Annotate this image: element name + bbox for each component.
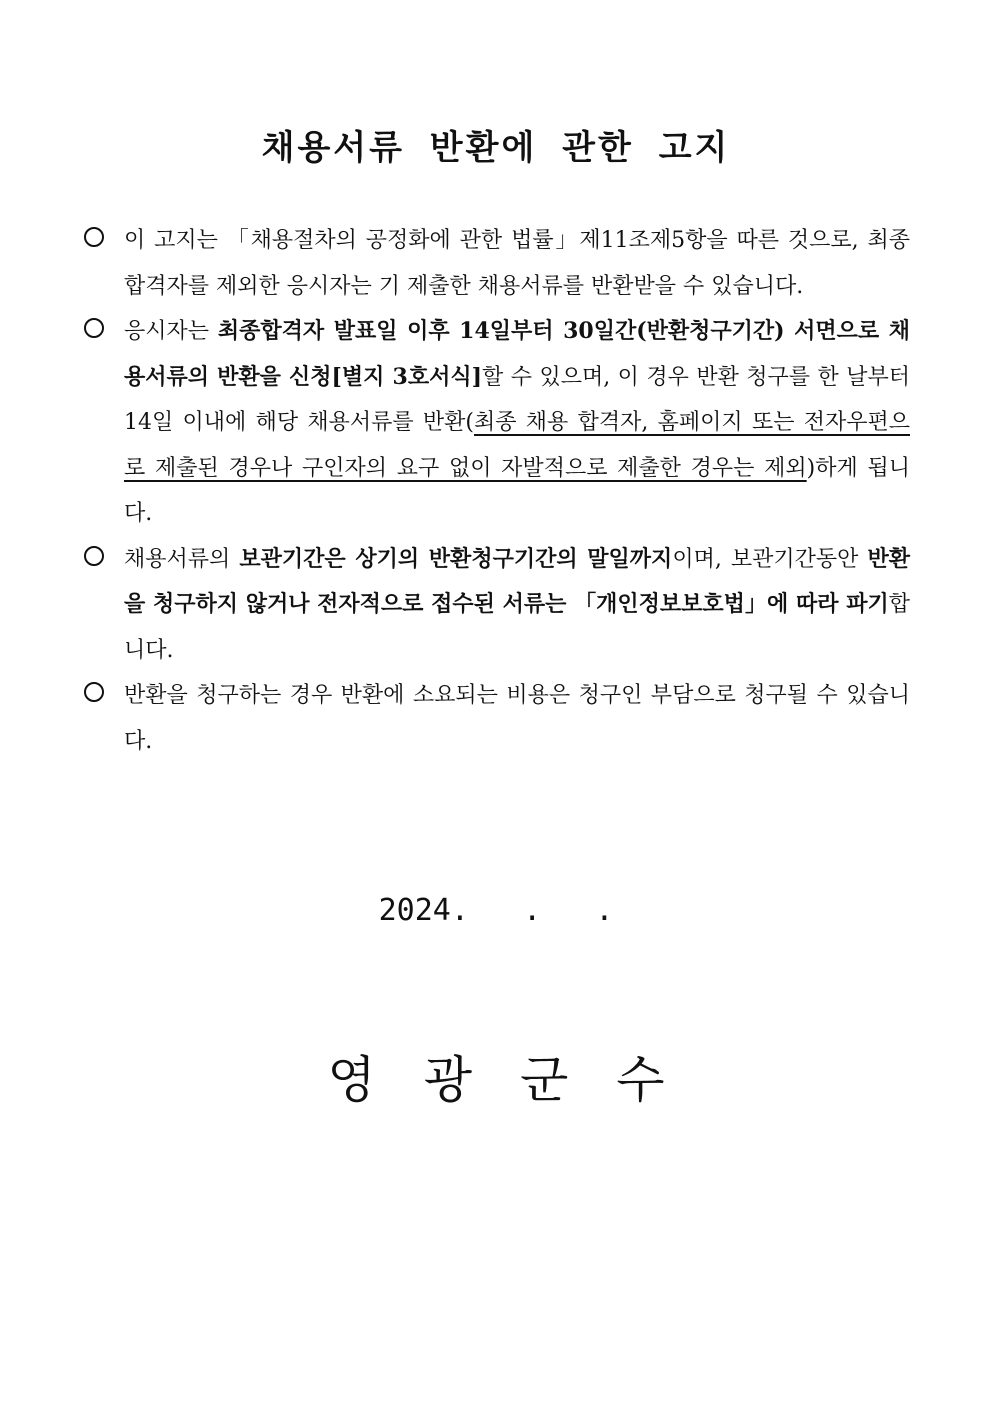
page-title: 채용서류 반환에 관한 고지: [261, 128, 731, 168]
notice-text: 응시자는: [124, 319, 218, 344]
notice-text: 할 수 있으며, 이 경우 반환 청구를 한 날부터 14일 이내에 해당 채용서류를 반환(: [124, 364, 910, 435]
issuer-name: 영광군수: [327, 1051, 713, 1109]
date-line: 2024. . .: [378, 893, 614, 928]
notice-text: )하게 됩니다.: [124, 455, 910, 526]
notice-text-bold: 보관기간은 상기의 반환청구기간의 말일까지: [239, 545, 673, 572]
notice-item: [84, 537, 910, 674]
notice-text: 채용서류의: [124, 546, 240, 572]
notice-text: 합니다.: [124, 592, 910, 663]
notice-text: 이 고지는 「채용절차의 공정화에 관한 법률」제11조제5항을 따른 것으로, 최종합격자를 제외한 응시자는 기 제출한 채용서류를 반환받을 수 있습니다.: [124, 228, 910, 299]
notice-item: [84, 309, 910, 537]
notice-text-underlined: 최종 채용 합격자, 홈페이지 또는 전자우편으로 제출된 경우나 구인자의 요구 없이 자발적으로 제출한 경우는 제외: [124, 410, 910, 481]
circle-bullet-icon: [84, 546, 104, 566]
notice-item: [84, 218, 910, 309]
notice-list: [84, 218, 910, 764]
circle-bullet-icon: [84, 318, 104, 338]
circle-bullet-icon: [84, 227, 104, 247]
notice-text-bold: 최종합격자 발표일 이후 14일부터 30일간(반환청구기간) 서면으로 채용서류의 반환을 신청[별지 3호서식]: [124, 318, 910, 390]
notice-item: [84, 673, 910, 764]
notice-text-bold: 반환을 청구하지 않거나 전자적으로 접수된 서류는 「개인정보보호법」에 따라 파기: [124, 545, 910, 617]
circle-bullet-icon: [84, 682, 104, 702]
notice-text: 반환을 청구하는 경우 반환에 소요되는 비용은 청구인 부담으로 청구될 수 있습니다.: [124, 683, 910, 754]
notice-text: 이며, 보관기간동안: [672, 546, 868, 572]
